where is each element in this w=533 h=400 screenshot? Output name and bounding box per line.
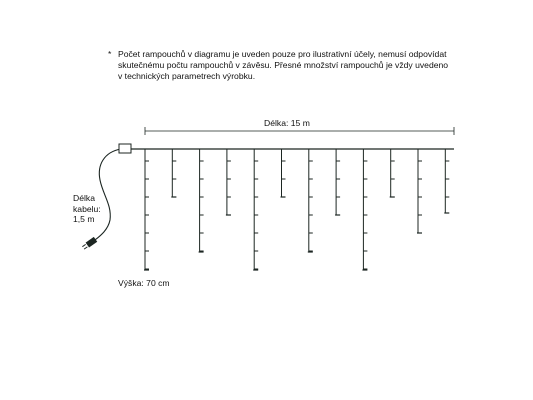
length-dimension-line xyxy=(145,127,454,135)
note-line-1: Počet rampouchů v diagramu je uveden pouze pro ilustrativní účely, nemusí odpovídat xyxy=(118,49,447,59)
note-line-3: v technických parametrech výrobku. xyxy=(118,71,256,81)
length-label: Délka: 15 m xyxy=(264,118,310,128)
cable-label-line-2: kabelu: xyxy=(73,203,101,214)
power-cable xyxy=(95,149,121,240)
note-line-2: skutečnému počtu rampouchů v závěsu. Přesné množství rampouchů je vždy uvedeno xyxy=(118,60,449,70)
icicle-curtain xyxy=(131,149,454,270)
cable-label-line-3: 1,5 m xyxy=(73,214,95,224)
height-label: Výška: 70 cm xyxy=(118,278,170,288)
connector-box xyxy=(119,144,131,153)
plug-icon xyxy=(82,237,98,251)
cable-label-line-1: Délka xyxy=(73,193,95,203)
note-marker: * xyxy=(108,49,112,59)
